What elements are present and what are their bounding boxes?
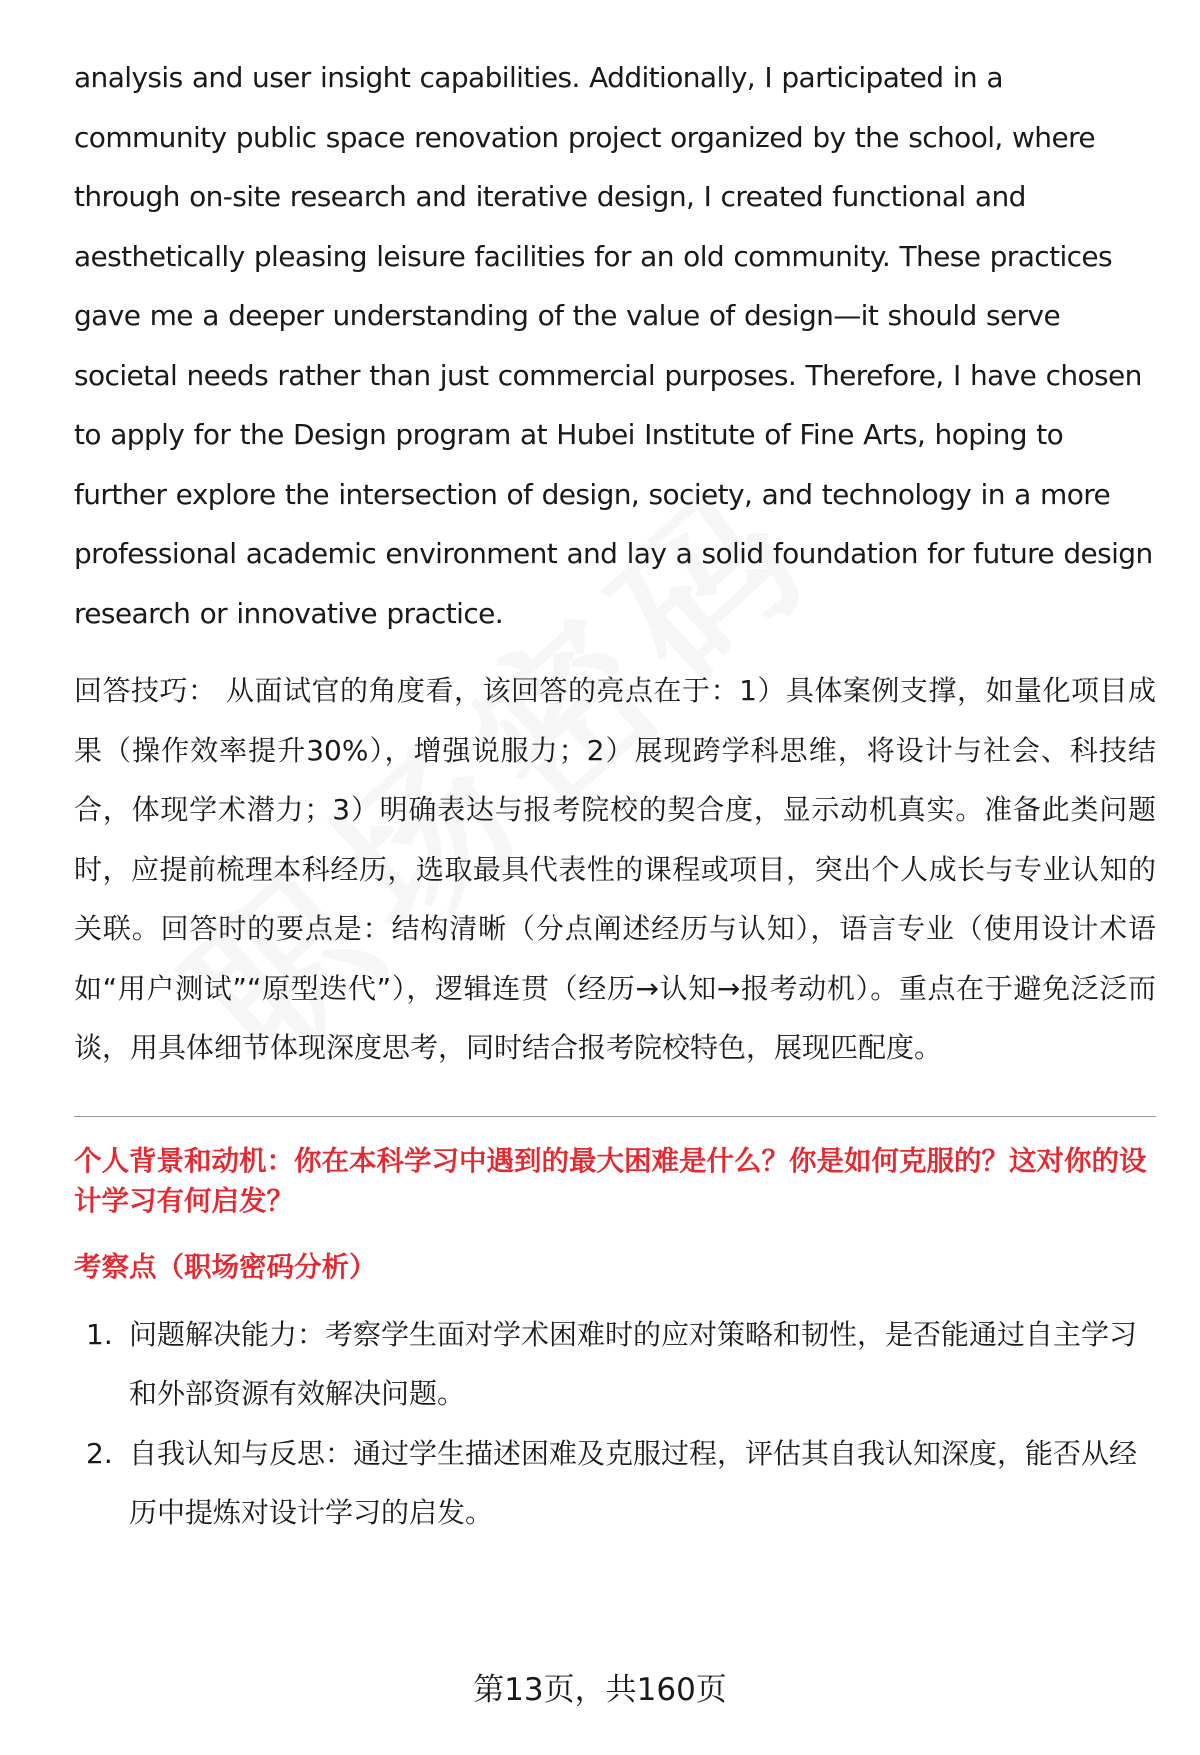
list-item-number: 2. xyxy=(86,1436,113,1470)
assessment-points-list xyxy=(74,1305,1156,1543)
assessment-points-heading: 考察点（职场密码分析） xyxy=(74,1250,377,1283)
document-page xyxy=(74,48,1156,1543)
page-number-footer: 第13页，共160页 xyxy=(473,1672,727,1708)
answer-tips-paragraph: 回答技巧： 从面试官的角度看，该回答的亮点在于：1）具体案例支撑，如量化项目成果（操作效率提升30%），增强说服力；2）展现跨学科思维，将设计与社会、科技结合，体现学术潜力；3）明确表达与报考院校的契合度，显示动机真实。准备此类问题时，应提前梳理本科经历，选取最具代表性的课程或项目，突出个人成长与专业认知的关联。回答时的要点是：结构清晰（分点阐述经历与认知），语言专业（使用设计术语如“用户测试”“原型迭代”），逻辑连贯（经历→认知→报考动机）。重点在于避免泛泛而谈，用具体细节体现深度思考，同时结合报考院校特色，展现匹配度。 xyxy=(74,674,1156,1064)
list-item-text: 自我认知与反思：通过学生描述困难及克服过程，评估其自我认知深度，能否从经历中提炼对设计学习的启发。 xyxy=(129,1436,1138,1529)
list-item-text: 问题解决能力：考察学生面对学术困难时的应对策略和韧性，是否能通过自主学习和外部资源有效解决问题。 xyxy=(129,1317,1138,1410)
list-item xyxy=(74,1424,1156,1543)
body-paragraph-english: analysis and user insight capabilities. Additionally, I participated in a community public space renovation project organized by the school, where through on-site research and iterative design, I created functional and aesthetically pleasing leisure facilities for an old community. These practices gave me a deeper understanding of the value of design—it should serve societal needs rather than just commercial purposes. Therefore, I have chosen to apply for the Design program at Hubei Institute of Fine Arts, hoping to further explore the intersection of design, society, and technology in a more professional academic environment and lay a solid foundation for future design research or innovative practice. xyxy=(74,61,1153,630)
section-divider xyxy=(74,1116,1156,1117)
list-item-number: 1. xyxy=(86,1317,113,1351)
interview-question-heading: 个人背景和动机：你在本科学习中遇到的最大困难是什么？你是如何克服的？这对你的设计学习有何启发？ xyxy=(74,1144,1147,1217)
list-item xyxy=(74,1305,1156,1424)
